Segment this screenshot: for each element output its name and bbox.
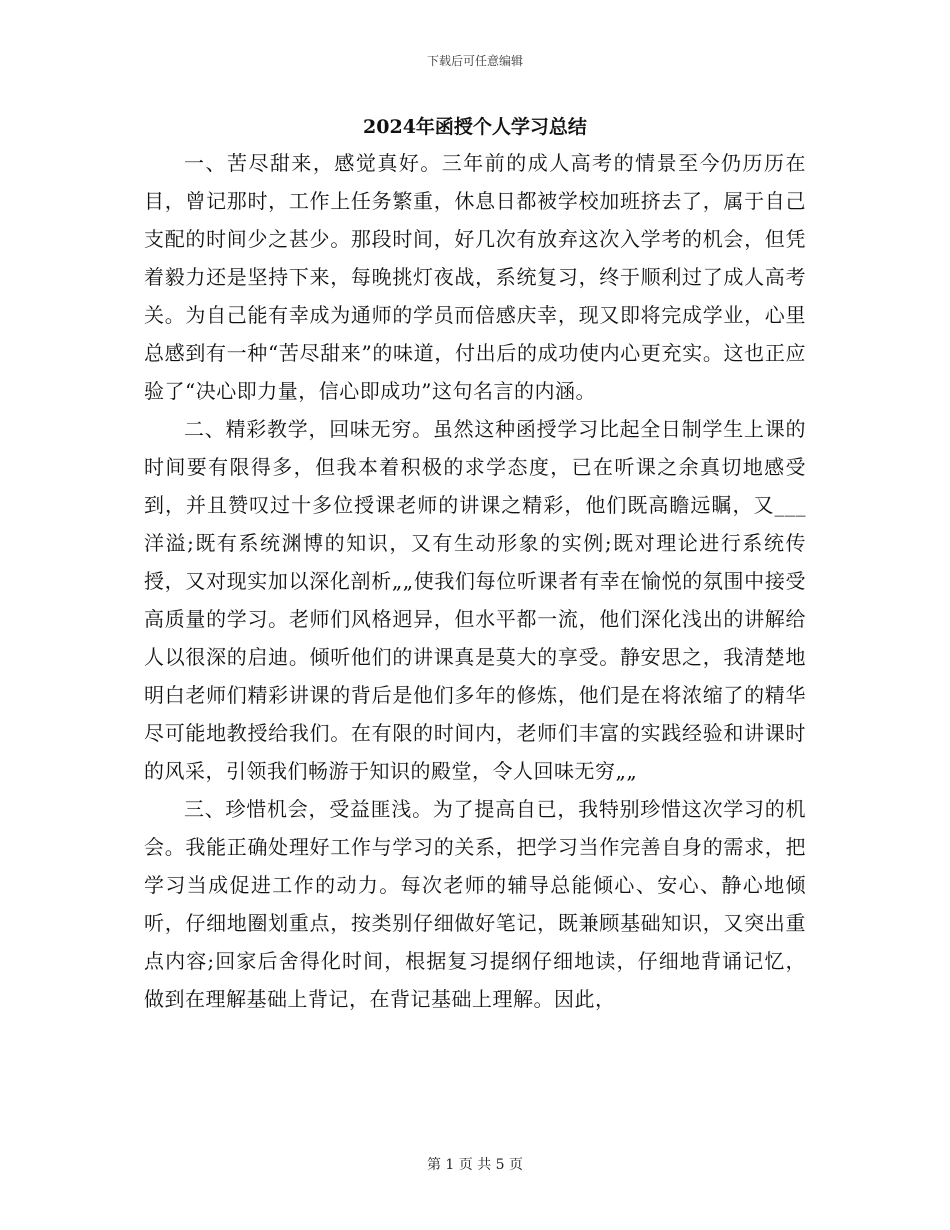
document-body	[144, 144, 806, 1018]
page-number: 第 1 页 共 5 页	[426, 1157, 524, 1173]
paragraph-3: 三、珍惜机会，受益匪浅。为了提高自已，我特别珍惜这次学习的机会。我能正确处理好工作与学习的关系，把学习当作完善自身的需求，把学习当成促进工作的动力。每次老师的辅导总能倾心、安心、静心地倾听，仔细地圈划重点，按类别仔细做好笔记，既兼顾基础知识，又突出重点内容;回家后舍得化时间，根据复习提纲仔细地读，仔细地背诵记忆，做到在理解基础上背记，在背记基础上理解。因此，	[144, 797, 806, 1011]
header-note: 下载后可任意编辑	[426, 54, 523, 68]
document-title: 2024年函授个人学习总结	[363, 116, 587, 138]
paragraph-1: 一、苦尽甜来，感觉真好。三年前的成人高考的情景至今仍历历在目，曾记那时，工作上任务繁重，休息日都被学校加班挤去了，属于自己支配的时间少之甚少。那段时间，好几次有放弃这次入学考的机会，但凭着毅力还是坚持下来，每晚挑灯夜战，系统复习，终于顺利过了成人高考关。为自己能有幸成为通师的学员而倍感庆幸，现又即将完成学业，心里总感到有一种“苦尽甜来”的味道，付出后的成功使内心更充实。这也正应验了“决心即力量，信心即成功”这句名言的内涵。	[144, 151, 806, 403]
paragraph-2: 二、精彩教学，回味无穷。虽然这种函授学习比起全日制学生上课的时间要有限得多，但我本着积极的求学态度，已在听课之余真切地感受到，并且赞叹过十多位授课老师的讲课之精彩，他们既高瞻远瞩，又___洋溢;既有系统渊博的知识，又有生动形象的实例;既对理论进行系统传授，又对现实加以深化剖析„„使我们每位听课者有幸在愉悦的氛围中接受高质量的学习。老师们风格迥异，但水平都一流，他们深化浅出的讲解给人以很深的启迪。倾听他们的讲课真是莫大的享受。静安思之，我清楚地明白老师们精彩讲课的背后是他们多年的修炼，他们是在将浓缩了的精华尽可能地教授给我们。在有限的时间内，老师们丰富的实践经验和讲课时的风采，引领我们畅游于知识的殿堂，令人回味无穷„„	[144, 417, 806, 783]
